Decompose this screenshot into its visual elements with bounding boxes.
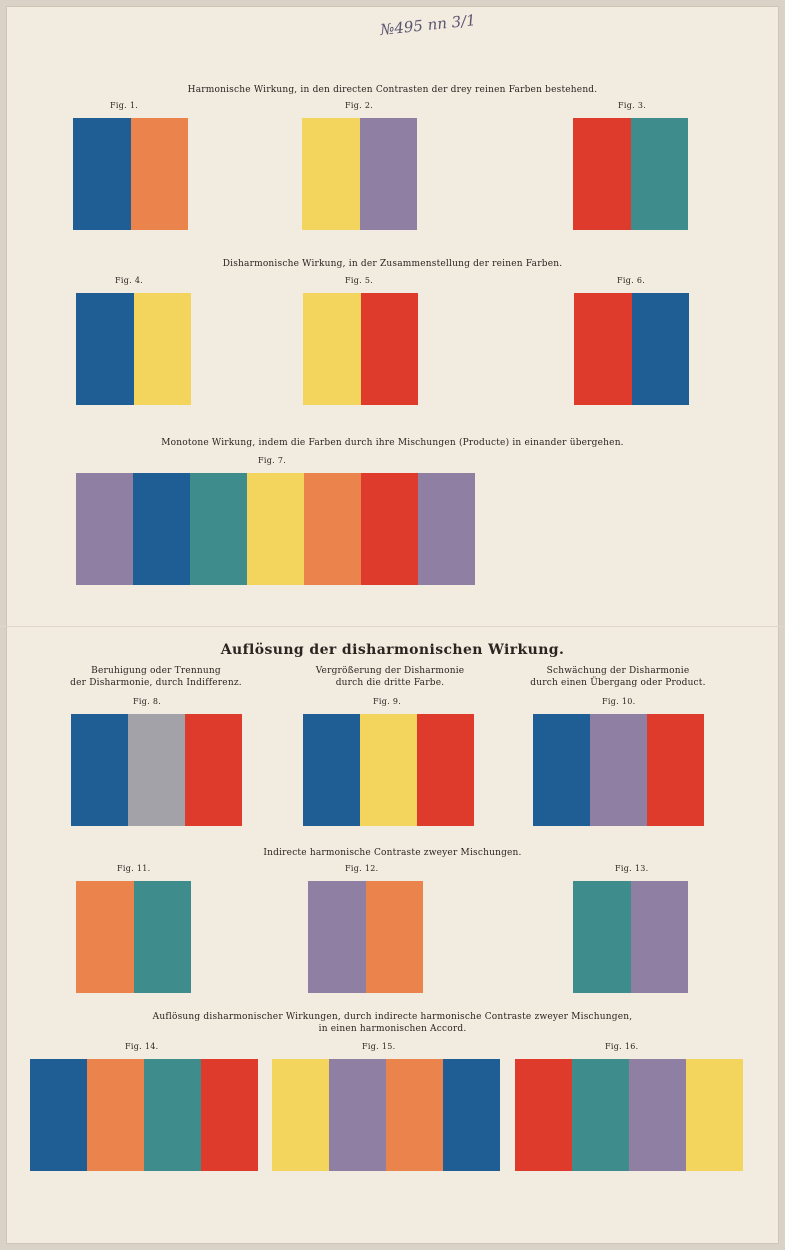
- color-stripe-violet: [631, 881, 689, 993]
- color-stripe-red: [647, 714, 704, 826]
- color-stripe-blue: [533, 714, 590, 826]
- color-stripe-blue: [443, 1059, 500, 1171]
- figure-label: Fig. 10.: [602, 697, 636, 706]
- color-stripe-blue: [30, 1059, 87, 1171]
- figure-label: Fig. 4.: [115, 276, 144, 285]
- figure-label: Fig. 2.: [345, 101, 374, 110]
- color-stripe-violet: [308, 881, 366, 993]
- color-stripe-blue: [73, 118, 131, 230]
- color-stripe-red: [361, 293, 419, 405]
- subcaption-fig10-line2: durch einen Übergang oder Product.: [530, 678, 706, 688]
- color-stripe-blue: [76, 293, 134, 405]
- color-stripe-orange: [304, 473, 361, 585]
- color-stripe-violet: [329, 1059, 386, 1171]
- color-stripe-yellow: [134, 293, 192, 405]
- subcaption-fig8-line1: Beruhigung oder Trennung: [91, 666, 221, 676]
- color-stripe-grey: [128, 714, 185, 826]
- figure-label: Fig. 3.: [618, 101, 647, 110]
- caption-monotone: Monotone Wirkung, indem die Farben durch ihre Mischungen (Producte) in einander übergehen.: [161, 438, 624, 448]
- page-title: Auflösung der disharmonischen Wirkung.: [220, 642, 565, 658]
- subcaption-fig9-line2: durch die dritte Farbe.: [335, 678, 445, 688]
- color-swatch-fig-1: [73, 118, 188, 230]
- color-swatch-fig-12: [308, 881, 423, 993]
- color-swatch-fig-16: [515, 1059, 743, 1171]
- color-swatch-fig-14: [30, 1059, 258, 1171]
- color-stripe-violet: [590, 714, 647, 826]
- color-stripe-yellow: [686, 1059, 743, 1171]
- color-stripe-teal: [190, 473, 247, 585]
- color-stripe-violet: [418, 473, 475, 585]
- caption-disharmonic: Disharmonische Wirkung, in der Zusammenstellung der reinen Farben.: [222, 259, 563, 269]
- color-stripe-blue: [71, 714, 128, 826]
- color-stripe-teal: [573, 881, 631, 993]
- figure-label: Fig. 7.: [258, 456, 287, 465]
- figure-label: Fig. 8.: [133, 697, 162, 706]
- color-stripe-red: [185, 714, 242, 826]
- caption-harmonic: Harmonische Wirkung, in den directen Contrasten der drey reinen Farben bestehend.: [187, 85, 598, 95]
- color-stripe-blue: [632, 293, 690, 405]
- color-swatch-fig-4: [76, 293, 191, 405]
- figure-label: Fig. 12.: [345, 864, 379, 873]
- color-stripe-teal: [631, 118, 689, 230]
- color-stripe-orange: [386, 1059, 443, 1171]
- figure-label: Fig. 13.: [615, 864, 649, 873]
- color-swatch-fig-11: [76, 881, 191, 993]
- subcaption-fig9-line1: Vergrößerung der Disharmonie: [315, 666, 465, 676]
- figure-label: Fig. 5.: [345, 276, 374, 285]
- color-stripe-orange: [366, 881, 424, 993]
- color-swatch-fig-8: [71, 714, 242, 826]
- color-swatch-fig-3: [573, 118, 688, 230]
- color-stripe-red: [361, 473, 418, 585]
- color-stripe-teal: [572, 1059, 629, 1171]
- color-stripe-yellow: [303, 293, 361, 405]
- color-stripe-violet: [629, 1059, 686, 1171]
- color-stripe-red: [573, 118, 631, 230]
- figure-label: Fig. 14.: [125, 1042, 159, 1051]
- color-stripe-violet: [76, 473, 133, 585]
- handwritten-note: №495 nn 3/1: [379, 11, 477, 39]
- color-stripe-violet: [360, 118, 418, 230]
- color-stripe-blue: [133, 473, 190, 585]
- figure-label: Fig. 16.: [605, 1042, 639, 1051]
- color-stripe-teal: [134, 881, 192, 993]
- color-swatch-fig-13: [573, 881, 688, 993]
- color-stripe-orange: [131, 118, 189, 230]
- color-swatch-fig-5: [303, 293, 418, 405]
- color-swatch-fig-2: [302, 118, 417, 230]
- color-swatch-fig-7: [76, 473, 475, 585]
- figure-label: Fig. 11.: [117, 864, 151, 873]
- color-swatch-fig-9: [303, 714, 474, 826]
- figure-label: Fig. 15.: [362, 1042, 396, 1051]
- subcaption-fig8-line2: der Disharmonie, durch Indifferenz.: [70, 678, 242, 688]
- color-swatch-fig-15: [272, 1059, 500, 1171]
- color-stripe-orange: [76, 881, 134, 993]
- color-stripe-orange: [87, 1059, 144, 1171]
- color-stripe-yellow: [302, 118, 360, 230]
- color-stripe-yellow: [247, 473, 304, 585]
- color-stripe-red: [417, 714, 474, 826]
- color-stripe-yellow: [360, 714, 417, 826]
- figure-label: Fig. 1.: [110, 101, 139, 110]
- color-stripe-yellow: [272, 1059, 329, 1171]
- color-stripe-teal: [144, 1059, 201, 1171]
- color-swatch-fig-10: [533, 714, 704, 826]
- caption-indirect: Indirecte harmonische Contraste zweyer Mischungen.: [263, 848, 522, 858]
- figure-label: Fig. 6.: [617, 276, 646, 285]
- color-swatch-fig-6: [574, 293, 689, 405]
- fold-line: [0, 626, 785, 627]
- color-stripe-red: [574, 293, 632, 405]
- subcaption-fig10-line1: Schwächung der Disharmonie: [546, 666, 690, 676]
- caption-final-line1: Auflösung disharmonischer Wirkungen, durch indirecte harmonische Contraste zweyer Mischungen,: [152, 1012, 633, 1022]
- color-stripe-blue: [303, 714, 360, 826]
- color-stripe-red: [515, 1059, 572, 1171]
- caption-final-line2: in einen harmonischen Accord.: [318, 1024, 467, 1034]
- color-stripe-red: [201, 1059, 258, 1171]
- figure-label: Fig. 9.: [373, 697, 402, 706]
